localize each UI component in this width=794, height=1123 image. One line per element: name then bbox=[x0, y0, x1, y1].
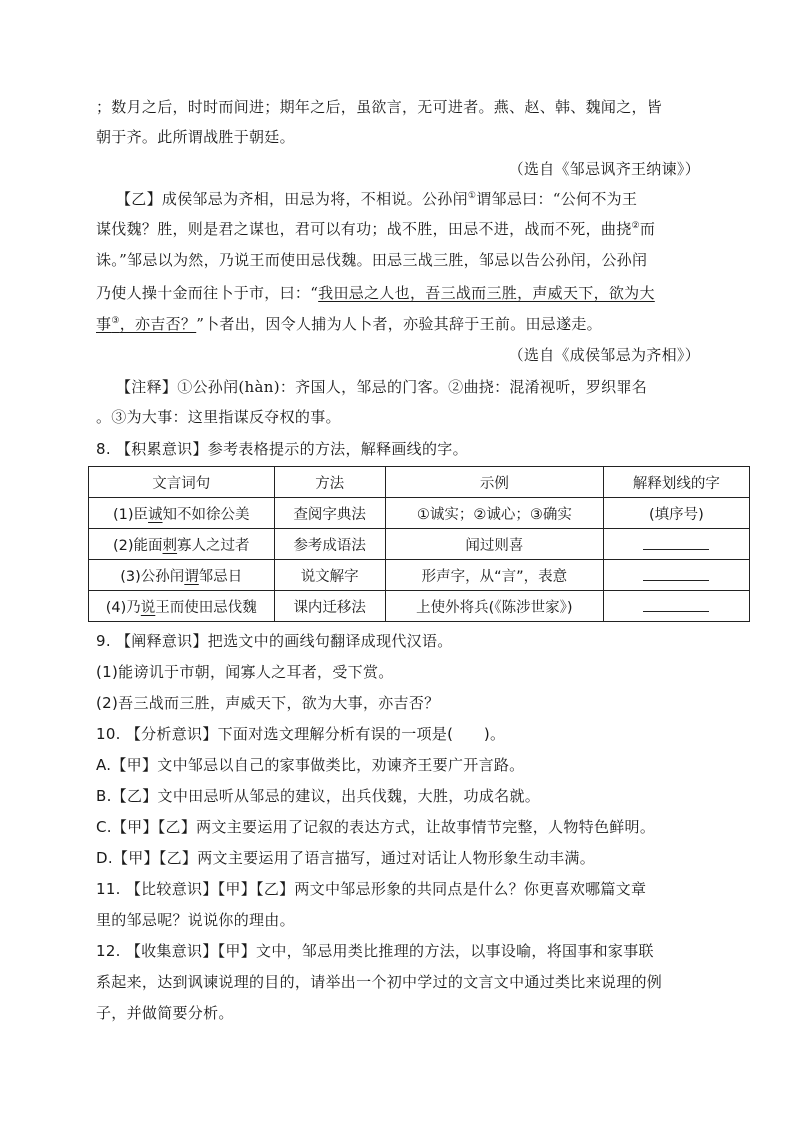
answer-blank-cell[interactable] bbox=[603, 529, 749, 560]
question-9-sentence-2: (2)吾三战而三胜，声威天下，欲为大事，亦吉否？ bbox=[96, 694, 440, 712]
jia-line-2: 朝于齐。此所谓战胜于朝廷。 bbox=[96, 128, 295, 146]
table-cell: 闻过则喜 bbox=[385, 529, 603, 560]
notes-line-1: 【注释】①公孙闬(hàn)：齐国人，邹忌的门客。②曲挠：混淆视听，罗织罪名 bbox=[116, 378, 648, 396]
notes-line-2: 。③为大事：这里指谋反夺权的事。 bbox=[96, 408, 341, 426]
question-11-line-1: 11. 【比较意识】【甲】【乙】两文中邹忌形象的共同点是什么？你更喜欢哪篇文章 bbox=[96, 880, 647, 898]
table-cell: ①诚实；②诚心；③确实 bbox=[385, 498, 603, 529]
question-11-line-2: 里的邹忌呢？说说你的理由。 bbox=[96, 911, 295, 929]
yi-line-5: 事③，亦吉否？”卜者出，因令人捕为人卜者，亦验其辞于王前。田忌遂走。 bbox=[96, 315, 602, 333]
question-9-sentence-1: (1)能谤讥于市朝，闻寡人之耳者，受下赏。 bbox=[96, 663, 394, 681]
table-cell: 参考成语法 bbox=[274, 529, 385, 560]
question-10-option-c[interactable]: C.【甲】【乙】两文主要运用了记叙的表达方式，让故事情节完整，人物特色鲜明。 bbox=[96, 818, 656, 836]
question-9: 9. 【阐释意识】把选文中的画线句翻译成现代汉语。 bbox=[96, 632, 453, 650]
table-cell: (3)公孙闬谓邹忌日 bbox=[89, 560, 275, 591]
yi-line-2: 谋伐魏？胜，则是君之谋也，君可以有功；战不胜，田忌不进，战而不死，曲挠②而 bbox=[96, 220, 656, 238]
answer-blank[interactable] bbox=[643, 566, 709, 581]
question-10-option-d[interactable]: D.【甲】【乙】两文主要运用了语言描写，通过对话让人物形象生动丰满。 bbox=[96, 849, 596, 867]
jia-line-1: ；数月之后，时时而间进；期年之后，虽欲言，无可进者。燕、赵、韩、魏闻之，皆 bbox=[96, 98, 663, 116]
method-table bbox=[88, 466, 750, 622]
question-10: 10. 【分析意识】下面对选文理解分析有误的一项是( )。 bbox=[96, 725, 506, 743]
yi-line-3: 诛。”邹忌以为然，乃说王而使田忌伐魏。田忌三战三胜，邹忌以告公孙闬，公孙闬 bbox=[96, 251, 648, 269]
jia-source: （选自《邹忌讽齐王纳谏》） bbox=[508, 160, 700, 178]
yi-line-4: 乃使人操十金而往卜于市，曰：“我田忌之人也，吾三战而三胜，声威天下，欲为大 bbox=[96, 284, 655, 302]
table-row bbox=[89, 591, 750, 622]
question-10-option-b[interactable]: B.【乙】文中田忌听从邹忌的建议，出兵伐魏，大胜，功成名就。 bbox=[96, 787, 541, 805]
table-cell: (2)能面刺寡人之过者 bbox=[89, 529, 275, 560]
table-row bbox=[89, 529, 750, 560]
question-12-line-2: 系起来，达到讽谏说理的目的，请举出一个初中学过的文言文中通过类比来说理的例 bbox=[96, 973, 663, 991]
table-header: 解释划线的字 bbox=[603, 467, 749, 498]
table-header-row bbox=[89, 467, 750, 498]
table-header: 示例 bbox=[385, 467, 603, 498]
answer-blank[interactable] bbox=[643, 535, 709, 550]
question-10-option-a[interactable]: A.【甲】文中邹忌以自己的家事做类比，劝谏齐王要广开言路。 bbox=[96, 756, 525, 774]
answer-blank[interactable] bbox=[643, 597, 709, 612]
table-cell: (1)臣诚知不如徐公美 bbox=[89, 498, 275, 529]
underlined-sentence-part-2: 事③，亦吉否？ bbox=[96, 315, 197, 333]
table-cell: 上使外将兵(《陈涉世家》) bbox=[385, 591, 603, 622]
yi-source: （选自《成侯邹忌为齐相》） bbox=[508, 346, 700, 364]
table-row bbox=[89, 498, 750, 529]
table-cell: (填序号) bbox=[603, 498, 749, 529]
answer-blank-cell[interactable] bbox=[603, 560, 749, 591]
underlined-sentence-part-1: 我田忌之人也，吾三战而三胜，声威天下，欲为大 bbox=[318, 284, 655, 302]
table-header: 文言词句 bbox=[89, 467, 275, 498]
table-cell: 查阅字典法 bbox=[274, 498, 385, 529]
yi-line-1: 【乙】成侯邹忌为齐相，田忌为将，不相说。公孙闬①谓邹忌曰：“公何不为王 bbox=[116, 190, 638, 208]
answer-blank-cell[interactable] bbox=[603, 591, 749, 622]
question-12-line-3: 子，并做简要分析。 bbox=[96, 1004, 234, 1022]
question-12-line-1: 12. 【收集意识】【甲】文中，邹忌用类比推理的方法，以事设喻，将国事和家事联 bbox=[96, 942, 654, 960]
table-cell: 形声字，从“言”，表意 bbox=[385, 560, 603, 591]
table-row bbox=[89, 560, 750, 591]
table-cell: (4)乃说王而使田忌伐魏 bbox=[89, 591, 275, 622]
table-cell: 课内迁移法 bbox=[274, 591, 385, 622]
question-8: 8. 【积累意识】参考表格提示的方法，解释画线的字。 bbox=[96, 440, 468, 458]
table-header: 方法 bbox=[274, 467, 385, 498]
table-cell: 说文解字 bbox=[274, 560, 385, 591]
